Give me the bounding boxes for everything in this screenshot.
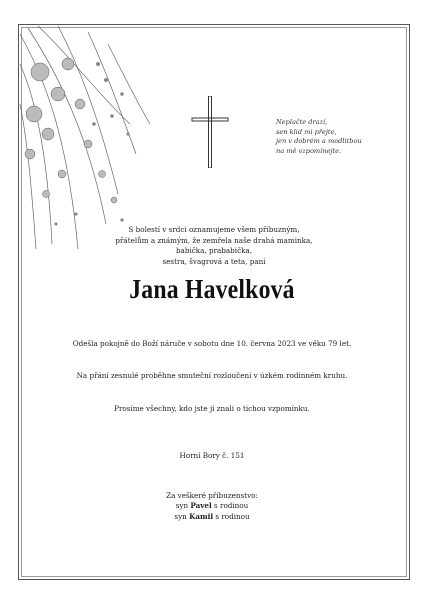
deceased-name: Jana Havelková xyxy=(129,274,295,304)
poem-line: jen v dobrém a modlitbou xyxy=(276,137,362,146)
poem-line: na mě vzpomínejte. xyxy=(276,146,342,155)
mourners-list xyxy=(112,491,312,522)
mourner-suffix: s rodinou xyxy=(214,501,249,511)
intro-line: přátelům a známým, že zemřela naše drahá maminka, babička, prababička, xyxy=(115,235,313,255)
poem-line: Neplačte drazí, xyxy=(276,118,328,126)
intro-text xyxy=(104,225,324,267)
address: Horní Bory č. 151 xyxy=(179,451,245,460)
mourner-prefix: syn xyxy=(174,511,187,521)
mourner-row xyxy=(112,512,312,522)
cross-icon xyxy=(190,96,230,168)
ceremony-info: Na přání zesnulé proběhne smuteční rozloučení v úzkém rodinném kruhu. xyxy=(76,371,348,380)
mourners-heading: Za veškeré příbuzenstvo: xyxy=(166,491,258,500)
mourner-name: Kamil xyxy=(189,511,214,521)
poem-line: sen klid mi přejte, xyxy=(276,127,337,136)
floral-decoration xyxy=(18,24,158,254)
intro-line: sestra, švagrová a teta, paní xyxy=(162,256,266,266)
mourner-prefix: syn xyxy=(175,501,189,511)
mourner-suffix: s rodinou xyxy=(215,511,250,521)
remembrance-request: Prosíme všechny, kdo jste ji znali o tichou vzpomínku. xyxy=(114,404,310,413)
mourner-name: Pavel xyxy=(190,501,212,511)
death-announcement: Odešla pokojně do Boží náruče v sobotu dne 10. června 2023 ve věku 79 let. xyxy=(72,339,352,348)
memorial-poem xyxy=(276,118,396,156)
intro-line: S bolestí v srdci oznamujeme všem příbuzným, xyxy=(128,225,300,234)
mourner-row xyxy=(112,501,312,511)
